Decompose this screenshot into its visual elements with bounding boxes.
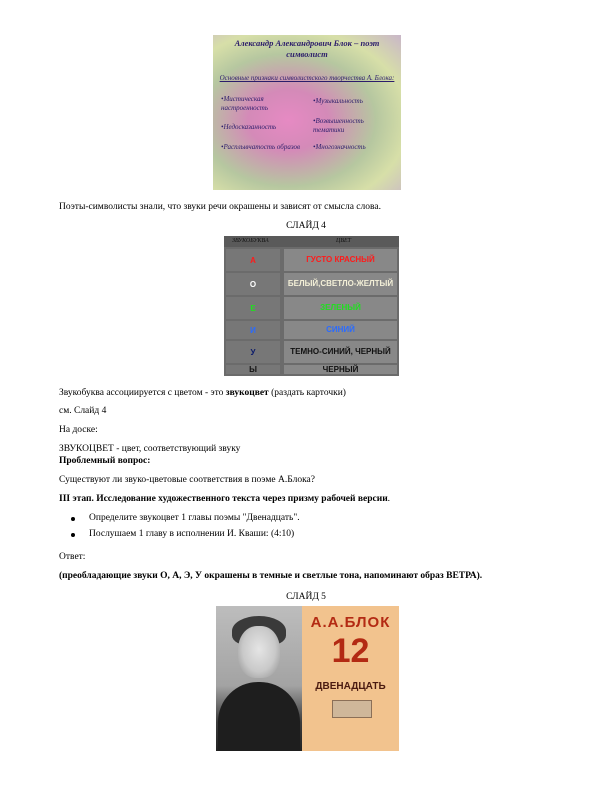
paragraph-zvukocvet-bold: звукоцвет xyxy=(225,388,269,398)
portrait-body xyxy=(218,682,300,751)
slide4-color-cell: ЗЕЛЕНЫЙ xyxy=(284,297,397,319)
paragraph-zvukocvet-post: (раздать карточки) xyxy=(268,388,346,398)
problem-question-label: Проблемный вопрос: xyxy=(59,456,151,466)
slide4-row xyxy=(224,341,399,363)
slide4-label: СЛАЙД 4 xyxy=(286,221,326,231)
paragraph-question: Существуют ли звуко-цветовые соответствия в поэме А.Блока? xyxy=(59,475,315,485)
slide4-row xyxy=(224,297,399,319)
paragraph-see-slide: см. Слайд 4 xyxy=(59,406,107,416)
slide3-item-left-2: •Недосказанность xyxy=(221,123,277,131)
slide3-item-right-3: •Многозначность xyxy=(313,143,366,151)
slide4-sound-cell: И xyxy=(226,321,280,339)
paragraph-symbolists: Поэты-символисты знали, что звуки речи окрашены и зависят от смысла слова. xyxy=(59,202,381,212)
slide4-color-cell: ЧЕРНЫЙ xyxy=(284,365,397,374)
slide3-item-left-3: •Расплывчатость образов xyxy=(221,143,300,151)
slide4-sound-cell: А xyxy=(226,249,280,271)
cover-stamp xyxy=(332,700,372,718)
paragraph-zvukocvet xyxy=(59,387,346,399)
stage3-end: . xyxy=(387,494,391,504)
slide3-header: Александр Александрович Блок – поэт символист xyxy=(234,38,380,59)
paragraph-zvukocvet-pre: Звукобуква ассоциируется с цветом - это xyxy=(59,388,226,398)
portrait-face xyxy=(238,626,280,678)
slide4-header-left: ЗВУКОБУКВА xyxy=(232,238,269,244)
slide4-row xyxy=(224,321,399,339)
paragraph-on-board: На доске: xyxy=(59,425,98,435)
slide4-color-cell: ГУСТО КРАСНЫЙ xyxy=(284,249,397,271)
slide3-item-right-2: •Возвышенность тематики xyxy=(313,117,364,134)
slide3-image xyxy=(213,35,401,190)
cover-number: 12 xyxy=(331,632,370,670)
slide4-sound-cell: Ы xyxy=(226,365,280,374)
bullet-item-2: Послушаем 1 главу в исполнении И. Кваши: (4:10) xyxy=(89,529,295,539)
paragraph-answer: Ответ: xyxy=(59,552,86,562)
cover-word: ДВЕНАДЦАТЬ xyxy=(315,681,386,692)
slide3-item-left-1: •Мистическая настроенность xyxy=(221,95,269,112)
slide4-row xyxy=(224,365,399,374)
stage3-bold: III этап. Исследование художественного текста через призму рабочей версии xyxy=(59,494,388,504)
paragraph-problem-question xyxy=(59,455,150,467)
slide4-sound-cell: У xyxy=(226,341,280,363)
bullet-2-dot xyxy=(71,533,75,537)
blok-portrait xyxy=(216,606,302,751)
slide3-item-right-1: •Музыкальность xyxy=(313,97,363,105)
slide4-sound-cell: О xyxy=(226,273,280,295)
slide4-row xyxy=(224,273,399,295)
bullet-1-dot xyxy=(71,517,75,521)
answer-text-bold: (преобладающие звуки О, А, Э, У окрашены в темные и светлые тона, напоминают образ ВЕТРА). xyxy=(59,571,483,581)
slide4-color-cell: СИНИЙ xyxy=(284,321,397,339)
cover-title: А.А.БЛОК xyxy=(310,614,391,631)
slide4-table xyxy=(224,236,399,376)
paragraph-definition: ЗВУКОЦВЕТ - цвет, соответствующий звуку xyxy=(59,444,241,454)
bullet-item-1: Определите звукоцвет 1 главы поэмы "Двенадцать". xyxy=(89,513,300,523)
slide3-subheader: Основные признаки символистского творчества А. Блока: xyxy=(219,74,395,82)
slide5-image xyxy=(216,606,399,751)
paragraph-stage3 xyxy=(59,493,390,505)
slide4-header-right: ЦВЕТ xyxy=(336,238,351,244)
slide5-label: СЛАЙД 5 xyxy=(286,592,326,602)
slide4-row xyxy=(224,249,399,271)
slide4-header-row xyxy=(224,236,399,247)
paragraph-answer-text xyxy=(59,570,482,582)
slide4-color-cell: ТЕМНО-СИНИЙ, ЧЕРНЫЙ xyxy=(284,341,397,363)
book-cover xyxy=(302,606,399,751)
slide4-color-cell: БЕЛЫЙ,СВЕТЛО-ЖЕЛТЫЙ xyxy=(284,273,397,295)
slide4-sound-cell: Е xyxy=(226,297,280,319)
